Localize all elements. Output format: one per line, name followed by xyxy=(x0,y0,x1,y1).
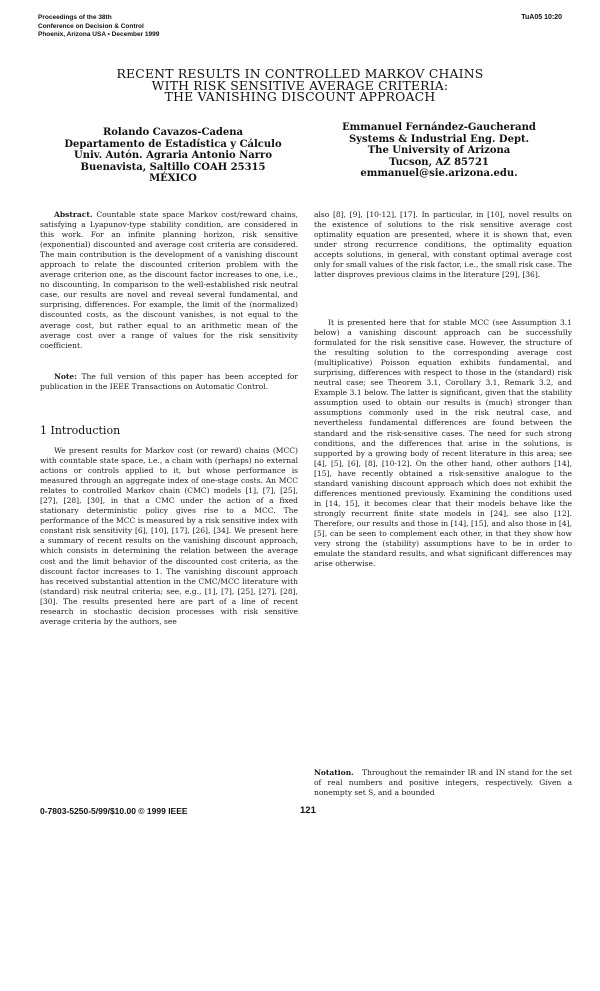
abstract xyxy=(40,210,298,351)
conference-line: Phoenix, Arizona USA • December 1999 xyxy=(38,31,160,38)
author-name: Rolando Cavazos-Cadena xyxy=(102,127,244,138)
intro-paragraph: We present results for Markov cost (or reward) chains (MCC) with countable state space, i.e., a chain with (perhaps) no external actions or controls applied to it, but whose performance is measured through an aggregate index of one-stage costs. An MCC relates to controlled Markov chain (CMC) models [1], [7], [25], [27], [28], [30], in that a CMC under the action of a fixed stationary deterministic policy gives rise to a MCC. The performance of the MCC is measured by a risk sensitive index with constant risk sensitivity [6], [10], [17], [26], [34]. We present here a summary of recent results on the vanishing discount approach, which consists in determining the relation between the average cost and the limit behavior of the discounted cost criteria, as the discount factor increases to 1. The vanishing discount approach has received substantial attention in the CMC/MCC literature with (standard) risk neutral criteria; see, e.g., [1], [7], [25], [27], [28], [30]. The results presented here are part of a line of recent research in stochastic decision processes with risk sensitive average criteria by the authors, see xyxy=(40,446,298,626)
abstract-label: Abstract. xyxy=(54,210,93,219)
abstract-paragraph xyxy=(40,210,298,351)
note-paragraph xyxy=(40,372,298,392)
session-tag: TuA05 10:20 xyxy=(521,14,562,21)
notation-text: Throughout the remainder IR and IN stand for the set of real numbers and positive integers, respectively. Given a nonempty set S, and a bounded xyxy=(314,768,572,798)
abstract-text: Countable state space Markov cost/reward chains, satisfying a Lyapunov-type stability condition, are considered in this work. For an infinite planning horizon, risk sensitive (exponential) discounted and average cost criteria are considered. The main contribution is the development of a vanishing discount approach to relate the discounted criterion problem with the average criterion one, as the discount factor increases to one, i.e., no discounting. In comparison to the well-established risk neutral case, our results are novel and reveal several fundamental, and surprising, differences. For example, the limit of the (normalized) discounted costs, as the discount vanishes, is not equal to the average cost, but rather equal to an arithmetic mean of the average cost over a range of values for the risk sensitivity coefficient. xyxy=(40,210,298,350)
author-country: MÉXICO xyxy=(149,173,197,185)
author-block-left xyxy=(48,127,298,185)
notation-label: Notation. xyxy=(314,768,354,777)
author-name: Emmanuel Fernández-Gaucherand xyxy=(342,122,536,133)
page-number: 121 xyxy=(300,805,316,816)
author-affiliation: Departamento de Estadística y Cálculo xyxy=(64,138,282,150)
note-text: The full version of this paper has been accepted for publication in the IEEE Transactions on Automatic Control. xyxy=(40,372,298,392)
author-block-right xyxy=(304,122,574,180)
title-line: THE VANISHING DISCOUNT APPROACH xyxy=(164,89,436,104)
author-address: Buenavista, Saltillo COAH 25315 xyxy=(80,161,266,173)
conference-line: Proceedings of the 38th xyxy=(38,14,112,21)
note xyxy=(40,372,298,392)
title-line: WITH RISK SENSITIVE AVERAGE CRITERIA: xyxy=(151,77,449,93)
author-email: emmanuel@sie.arizona.edu. xyxy=(360,168,518,180)
author-affiliation: The University of Arizona xyxy=(367,145,511,157)
paper-title xyxy=(40,68,560,103)
author-affiliation: Systems & Industrial Eng. Dept. xyxy=(348,133,530,145)
note-label: Note: xyxy=(54,372,78,381)
body-paragraph: also [8], [9], [10-12], [17]. In particular, in [10], novel results on the existence of solutions to the risk sensitive average cost optimality equation are presented, where it is shown that, even under strong recurrence conditions, the optimality equation accepts solutions, in general, with constant optimal average cost only for small values of the risk factor, i.e., the small risk case. The latter disproves previous claims in the literature [29], [36]. xyxy=(314,210,572,280)
conference-line: Conference on Decision & Control xyxy=(38,22,144,30)
right-column-paragraph-1 xyxy=(314,210,572,280)
author-affiliation: Univ. Autón. Agraria Antonio Narro xyxy=(73,150,272,162)
section-heading-introduction: 1 Introduction xyxy=(40,424,121,437)
right-column-paragraph-2 xyxy=(314,318,572,569)
body-paragraph xyxy=(314,768,572,798)
title-line: RECENT RESULTS IN CONTROLLED MARKOV CHAINS xyxy=(116,66,484,81)
introduction-text xyxy=(40,446,298,627)
notation-paragraph xyxy=(314,768,572,798)
conference-header xyxy=(38,14,159,40)
body-paragraph: It is presented here that for stable MCC (see Assumption 3.1 below) a vanishing discount approach can be successfully formulated for the risk sensitive case. However, the structure of the resulting solution to the corresponding average cost (multiplicative) Poisson equation exhibits fundamental, and surprising, differences with respect to those in the (standard) risk neutral case; see Theorem 3.1, Corollary 3.1, Remark 3.2, and Example 3.1 below. The latter is significant, given that the stability assumption used to obtain our results is (much) stronger than assumptions commonly used in the risk neutral case, and nevertheless fundamental differences are found between the standard and the risk-sensitive cases. The need for such strong conditions, and the differences that arise in the solutions, is supported by a growing body of recent literature in this area; see [4], [5], [6], [8], [10-12]. On the other hand, other authors [14], [15], have recently obtained a risk-sensitive analogue to the standard vanishing discount approach which does not exhibit the differences mentioned previously. Examining the conditions used in [14, 15], it becomes clear that their models behave like the strongly recurrent finite state models in [24], see also [12]. Therefore, our results and those in [14], [15], and also those in [4], [5], can be seen to complement each other, in that they show how very strong the (stability) assumptions have to be in order to emulate the standard results, and what significant differences may arise otherwise. xyxy=(314,318,572,569)
copyright-line: 0-7803-5250-5/99/$10.00 © 1999 IEEE xyxy=(40,806,188,816)
author-address: Tucson, AZ 85721 xyxy=(389,156,489,168)
